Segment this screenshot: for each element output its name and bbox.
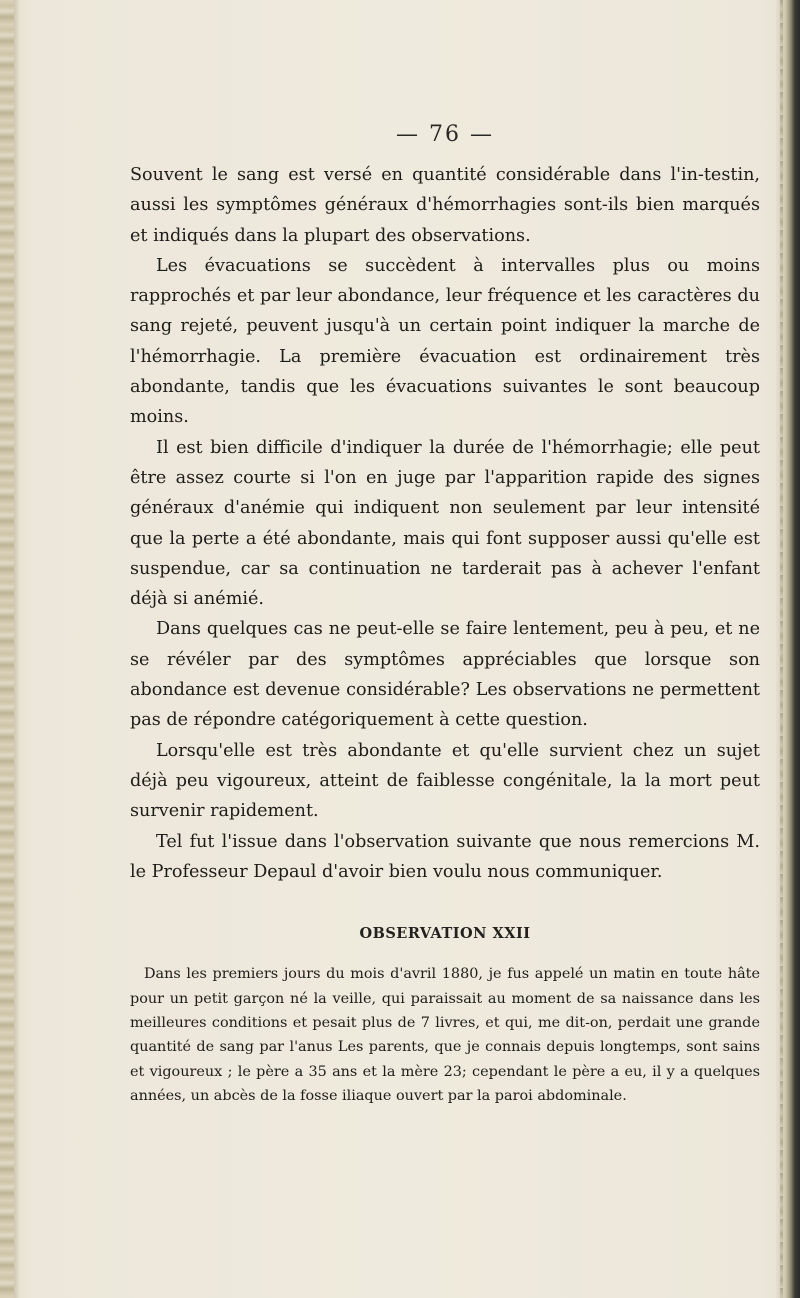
text-column: [130, 120, 760, 1109]
paragraph-5: Lorsqu'elle est très abondante et qu'elle survient chez un sujet déjà peu vigoureux, atteint de faiblesse congénitale, la la mort peut survenir rapidement.: [130, 740, 760, 822]
page-outer-edge: [776, 0, 800, 1298]
paragraph-2: Les évacuations se succèdent à intervalles plus ou moins rapprochés et par leur abondance, leur fréquence et les caractères du sang rejeté, peuvent jusqu'à un certain point indiquer la marche de l'hémorrhagie. La première évacuation est ordinairement très abondante, tandis que les évacuations suivantes le sont beaucoup moins.: [130, 255, 760, 428]
paragraph-6: Tel fut l'issue dans l'observation suivante que nous remercions M. le Professeur Depaul d'avoir bien voulu nous communiquer.: [130, 831, 760, 882]
paragraph-1: Souvent le sang est versé en quantité considérable dans l'in-testin, aussi les symptômes généraux d'hémorrhagies sont-ils bien marqués et indiqués dans la plupart des observations.: [130, 165, 760, 246]
observation-text: Dans les premiers jours du mois d'avril 1880, je fus appelé un matin en toute hâte pour un petit garçon né la veille, qui paraissait au moment de sa naissance dans les meilleures conditions et pesait plus de 7 livres, et qui, me dit-on, perdait une grande quantité de sang par l'anus Les parents, que je connais depuis longtemps, sont sains et vigoureux ; le père a 35 ans et la mère 23; cependant le père a eu, il y a quelques années, un abcès de la fosse iliaque ouvert par la paroi abdominale.: [130, 966, 760, 1105]
page-binding-edge: [0, 0, 14, 1298]
paragraph-3: Il est bien difficile d'indiquer la durée de l'hémorrhagie; elle peut être assez courte si l'on en juge par l'apparition rapide des signes généraux d'anémie qui indiquent non seulement par leur intensité que la perte a été abondante, mais qui font supposer aussi qu'elle est suspendue, car sa continuation ne tarderait pas à achever l'enfant déjà si anémié.: [130, 437, 760, 610]
observation-heading: OBSERVATION XXII: [359, 925, 531, 943]
page-number: — 76 —: [396, 122, 494, 147]
paragraph-4: Dans quelques cas ne peut-elle se faire lentement, peu à peu, et ne se révéler par des symptômes appréciables que lorsque son abondance est devenue considérable? Les observations ne permettent pas de répondre catégoriquement à cette question.: [130, 619, 760, 731]
